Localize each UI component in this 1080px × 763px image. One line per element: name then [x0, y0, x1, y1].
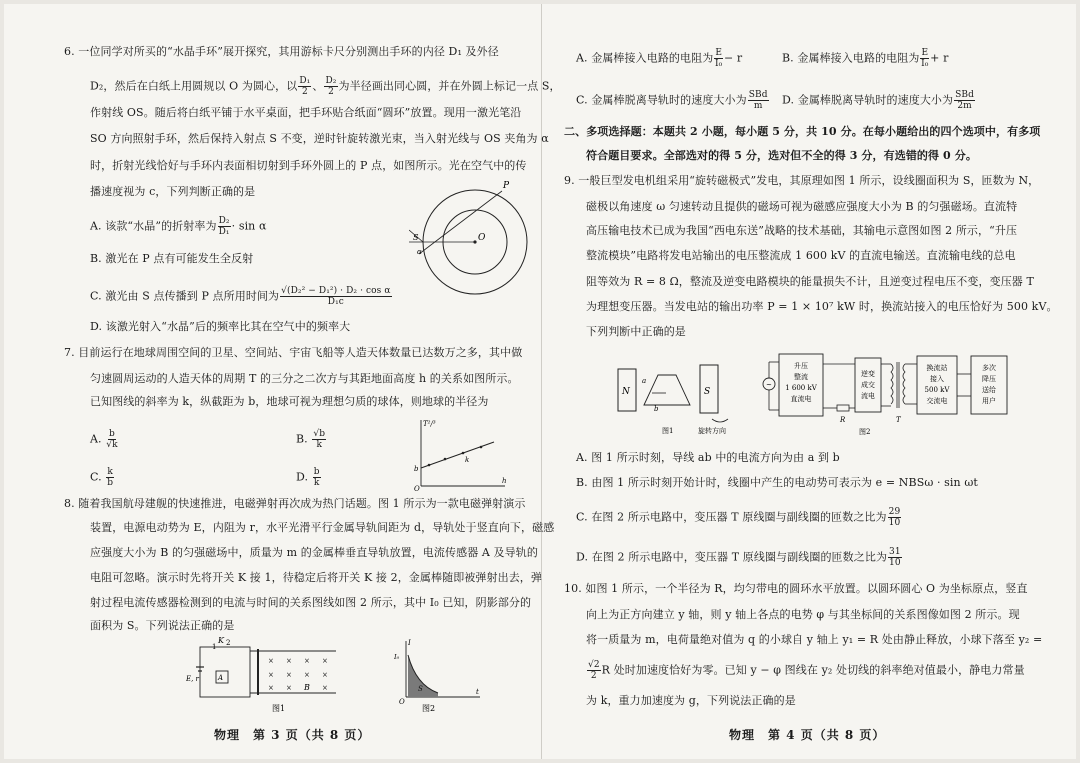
svg-text:×: × [268, 684, 274, 692]
exam-sheet [4, 4, 1076, 759]
box3-line: 换流站 [926, 364, 948, 372]
frac-den: √k [106, 440, 118, 450]
origin-label: O [399, 698, 405, 706]
q8-option-a [576, 48, 742, 69]
q6-a-text: A. 该款“水晶”的折射率为 [90, 219, 217, 233]
opt-frac [714, 48, 723, 69]
q6-line4: SO 方向照射手环，然后保持入射点 S 不变，逆时针旋转激光束，当入射光线与 OS 夹角为 α [90, 132, 549, 145]
opt-letter: C. [90, 470, 102, 484]
q9-option-d [576, 547, 903, 568]
q9-line4: 整流模块”电路将发电站输出的电压整流成 1 600 kV 的直流电输送。直流输电线的总电 [586, 249, 1016, 262]
opt-frac [748, 90, 769, 111]
svg-text:×: × [286, 671, 292, 679]
frac-num: E [921, 48, 929, 58]
frac-den: k [313, 478, 320, 488]
q6-option-a [90, 216, 267, 237]
q7-line2: 匀速圆周运动的人造天体的周期 T 的三分之二次方与其距地面高度 h 的关系如图所示。 [90, 372, 519, 385]
box4-line: 送给 [982, 386, 996, 394]
q6-line2-b: 、 [312, 79, 324, 93]
frac-den: 2 [301, 87, 308, 97]
i0-label: I₀ [394, 653, 400, 661]
field-marks [268, 657, 328, 692]
svg-text:×: × [322, 657, 328, 665]
q9-option-a: A. 图 1 所示时刻，导线 ab 中的电流方向为由 a 到 b [576, 451, 840, 464]
frac-num: √(D₂² − D₁²) · D₂ · cos α [281, 286, 391, 296]
box4-line: 用户 [982, 397, 996, 405]
label-a: a [642, 377, 647, 385]
opt-frac [920, 48, 929, 69]
q9-figure2 [759, 344, 1037, 439]
box3-line: 交流电 [926, 397, 948, 405]
frac-num: D₂ [218, 216, 230, 226]
q6-a-frac [218, 216, 231, 237]
frac-num: SBd [748, 90, 768, 100]
q6-line2-a: D₂，然后在白纸上用圆规以 O 为圆心，以 [90, 79, 298, 93]
q9-option-b: B. 由图 1 所示时刻开始计时，线圈中产生的电动势可表示为 e = NBSω · sin ωt [576, 476, 978, 489]
page-fold [541, 4, 542, 759]
frac-num: b [109, 429, 115, 439]
frac-num: SBd [955, 90, 974, 100]
q6-ring-figure [409, 174, 529, 339]
box2-line: 逆变 [861, 370, 875, 378]
page-4-footer: 物理 第 4 页（共 8 页） [729, 728, 886, 742]
opt-text: C. 在图 2 所示电路中，变压器 T 原线圈与副线圈的匝数之比为 [576, 510, 887, 524]
svg-text:×: × [304, 671, 310, 679]
box-labels [785, 361, 996, 405]
q10-line4-text: R 处时加速度恰好为零。已知 y − φ 图线在 y₂ 处切线的斜率绝对值最小，静电力常量 [601, 663, 1025, 677]
box1-line: 直流电 [790, 395, 812, 403]
figure2-caption: 图2 [422, 704, 436, 713]
opt-text: C. 金属棒脱离导轨时的速度大小为 [576, 93, 747, 107]
rotation-arrow [712, 419, 728, 422]
ammeter-label: A [218, 674, 224, 682]
section2-line1: 二、多项选择题：本题共 2 小题，每小题 5 分，共 10 分。在每小题给出的四个选项中，有多项 [564, 125, 1041, 138]
label-p: P [503, 181, 510, 191]
q10-line3: 将一质量为 m，电荷量绝对值为 q 的小球自 y 轴上 y₁ = R 处由静止释放，小球下落至 y₂ = [586, 633, 1043, 646]
q6-option-b: B. 激光在 P 点有可能发生全反射 [90, 252, 254, 265]
data-point [462, 452, 465, 455]
opt-frac [888, 507, 902, 528]
q6-line5: 时，折射光线恰好与手环内表面相切射到手环外圆上的 P 点，如图所示。光在空气中的传 [90, 159, 527, 172]
frac-den: 10 [889, 558, 901, 568]
switch-pos-1: 1 [212, 643, 217, 651]
frac-num: 31 [889, 547, 901, 557]
x-label: h [502, 477, 507, 485]
opt-text: D. 在图 2 所示电路中，变压器 T 原线圈与副线圈的匝数之比为 [576, 550, 888, 564]
y-label: T²/³ [423, 420, 436, 428]
q7-graph [409, 416, 509, 491]
q6-line1: 6. 一位同学对所买的“水晶手环”展开探究，其用游标卡尺分别测出手环的内径 D₁ 及外径 [64, 45, 499, 58]
frac-num: √b [313, 429, 326, 439]
q7-option-d [296, 467, 322, 488]
coil [644, 375, 690, 405]
q8-line5: 射过程电流传感器检测到的电流与时间的关系图线如图 2 所示，其中 I₀ 已知，阴影部分的 [90, 596, 532, 609]
svg-text:×: × [322, 684, 328, 692]
box4-line: 多次 [982, 364, 996, 372]
q10-line5: 为 k，重力加速度为 g，下列说法正确的是 [586, 694, 796, 707]
frac-den: I₀ [714, 59, 723, 69]
svg-text:×: × [268, 657, 274, 665]
opt-text: B. 金属棒接入电路的电阻为 [782, 51, 920, 65]
q6-option-d: D. 该激光射入“水晶”后的频率比其在空气中的频率大 [90, 320, 351, 333]
q7-line3: 已知图线的斜率为 k，纵截距为 b，地球可视为理想匀质的球体，则地球的半径为 [90, 395, 489, 408]
data-point [444, 458, 447, 461]
q6-c-frac [280, 286, 391, 307]
q9-line7: 下列判断中正确的是 [586, 325, 686, 338]
q9-line5: 阻等效为 R = 8 Ω，整流及逆变电路模块的能量损失不计，且逆变过程电压不变，变压器 T [586, 275, 1034, 288]
box2-line: 成交 [861, 381, 875, 389]
field-label: B [304, 683, 310, 692]
q8-figure2 [394, 637, 484, 713]
box3-line: 接入 [930, 375, 944, 383]
q7-a-frac [106, 429, 117, 450]
rotation-label: 旋转方向 [698, 427, 726, 435]
label-n: N [622, 387, 630, 397]
frac-den: 2 [590, 671, 597, 681]
area-label: S [418, 685, 423, 693]
x-label: t [476, 688, 479, 696]
q7-option-c [90, 467, 115, 488]
q6-frac-d2 [324, 76, 337, 97]
opt-tail: − r [724, 51, 743, 65]
q6-a-tail: · sin α [231, 219, 267, 233]
frac-num: D₂ [325, 76, 337, 86]
q6-line2-c: 为半径画出同心圆，并在外圆上标记一点 S， [338, 79, 561, 93]
page-3-footer: 物理 第 3 页（共 8 页） [214, 728, 371, 742]
opt-tail: + r [930, 51, 949, 65]
q8-figure1 [186, 637, 386, 713]
q8-option-b [782, 48, 948, 69]
q7-c-frac [106, 467, 114, 488]
frac-num: b [313, 467, 320, 477]
q7-option-b [296, 429, 327, 450]
frac-num: 29 [888, 507, 901, 517]
q6-option-c [90, 286, 393, 307]
opt-letter: A. [90, 432, 102, 446]
q10-line4 [586, 660, 1025, 681]
frac-den: 10 [888, 518, 901, 528]
label-s: S [413, 233, 419, 242]
q6-line3: 作射线 OS。随后将白纸平铺于水平桌面，把手环贴合纸面“圆环”放置。现用一激光笔沿 [90, 106, 522, 119]
frac-num: E [715, 48, 723, 58]
svg-text:×: × [304, 657, 310, 665]
opt-letter: B. [296, 432, 308, 446]
frac-den: D₁c [327, 297, 344, 307]
transformer-label: T [896, 416, 901, 424]
q10-line1: 10. 如图 1 所示，一个半径为 R，均匀带电的圆环水平放置。以圆环圆心 O 为坐标原点，竖直 [564, 582, 1028, 595]
resistor-label: R [840, 416, 846, 424]
q8-line6: 面积为 S。下列说法正确的是 [90, 619, 235, 632]
q7-d-frac [313, 467, 321, 488]
opt-frac [888, 547, 902, 568]
svg-text:×: × [286, 684, 292, 692]
q9-line6: 为理想变压器。当发电站的输出功率 P = 1 × 10⁷ kW 时，换流站接入的电压恰好为 500 kV。 [586, 300, 1058, 313]
slope-label: k [465, 456, 470, 464]
q9-figure1 [604, 349, 744, 439]
svg-text:×: × [286, 657, 292, 665]
q10-line2: 向上为正方向建立 y 轴，则 y 轴上各点的电势 φ 与其坐标间的关系图像如图 2 所示。现 [586, 608, 1020, 621]
label-alpha: α [417, 248, 422, 256]
q9-option-c [576, 507, 902, 528]
q8-line2: 装置，电源电动势为 E，内阻为 r，水平光滑平行金属导轨间距为 d，导轨处于竖直向下，磁感 [90, 521, 555, 534]
box3-line: 500 kV [924, 386, 950, 394]
frac-den: I₀ [921, 59, 929, 69]
frac-den: k [316, 440, 323, 450]
frac-den: 2m [957, 101, 972, 111]
figure2-caption: 图2 [859, 428, 871, 436]
q8-option-d [782, 90, 976, 111]
opt-letter: D. [296, 470, 309, 484]
q6-frac-d1 [298, 76, 311, 97]
box2-line: 流电 [861, 392, 875, 400]
y-label: I [408, 639, 411, 647]
q9-line2: 磁极以角速度 ω 匀速转动且提供的磁场可视为磁感应强度大小为 B 的匀强磁场。直流特 [586, 200, 1018, 213]
opt-frac [954, 90, 975, 111]
svg-text:×: × [322, 671, 328, 679]
primary-coil [891, 364, 893, 404]
opt-text: A. 金属棒接入电路的电阻为 [576, 51, 714, 65]
box4-line: 降压 [982, 375, 996, 383]
q6-c-text: C. 激光由 S 点传播到 P 点所用时间为 [90, 289, 280, 303]
svg-text:×: × [268, 671, 274, 679]
figure1-caption: 图1 [272, 704, 286, 713]
q9-line3: 高压输电技术已成为我国“西电东送”战略的技术基础，其输电示意图如图 2 所示，“升压 [586, 224, 1018, 237]
data-point [428, 464, 431, 467]
label-s: S [704, 387, 711, 397]
refracted-ray [419, 191, 502, 254]
switch-pos-2: 2 [226, 639, 231, 647]
q8-line1: 8. 随着我国航母建舰的快速推进，电磁弹射再次成为热门话题。图 1 所示为一款电磁弹射演示 [64, 497, 526, 510]
q8-option-c [576, 90, 770, 111]
label-b: b [654, 405, 659, 413]
frac-den: D₁ [218, 227, 230, 237]
q9-line1: 9. 一般巨型发电机组采用“旋转磁极式”发电，其原理如图 1 所示，设线圈面积为 S，匝数为 N， [564, 174, 1040, 187]
q6-line6: 播速度视为 c，下列判断正确的是 [90, 185, 256, 198]
q7-option-a [90, 429, 119, 450]
frac-num: D₁ [299, 76, 311, 86]
opt-text: D. 金属棒脱离导轨时的速度大小为 [782, 93, 954, 107]
box1-line: 整流 [794, 373, 808, 381]
q7-b-frac [312, 429, 326, 450]
frac-num: √2 [588, 660, 600, 670]
frac-num: k [107, 467, 113, 477]
intercept-label: b [414, 465, 419, 473]
section2-line2: 符合题目要求。全部选对的得 5 分，选对但不全的得 3 分，有选错的得 0 分。 [586, 149, 977, 162]
frac-den: 2 [328, 87, 334, 97]
switch-label: K [218, 637, 224, 645]
data-point [480, 446, 483, 449]
label-o: O [478, 233, 486, 243]
q7-line1: 7. 目前运行在地球周围空间的卫星、空间站、宇宙飞船等人造天体数量已达数万之多，其中做 [64, 346, 523, 359]
box1-line: 1 600 kV [785, 384, 817, 392]
q8-line3: 应强度大小为 B 的匀强磁场中，质量为 m 的金属棒垂直导轨放置，电流传感器 A 及导轨的 [90, 546, 538, 559]
secondary-coil [903, 364, 905, 404]
q10-frac [587, 660, 601, 681]
origin-label: O [414, 485, 420, 491]
resistor [837, 405, 849, 411]
figure1-caption: 图1 [662, 427, 674, 435]
fit-line [421, 442, 494, 468]
ac-symbol: ~ [766, 381, 772, 389]
center-dot [473, 240, 476, 243]
frac-den: m [753, 101, 763, 111]
q8-line4: 电阻可忽略。演示时先将开关 K 接 1，待稳定后将开关 K 接 2，金属棒随即被弹射出去，弹 [90, 571, 543, 584]
source-label: E, r [186, 675, 199, 683]
frac-den: b [107, 478, 114, 488]
box1-line: 升压 [794, 362, 808, 370]
q6-line2 [90, 76, 561, 97]
